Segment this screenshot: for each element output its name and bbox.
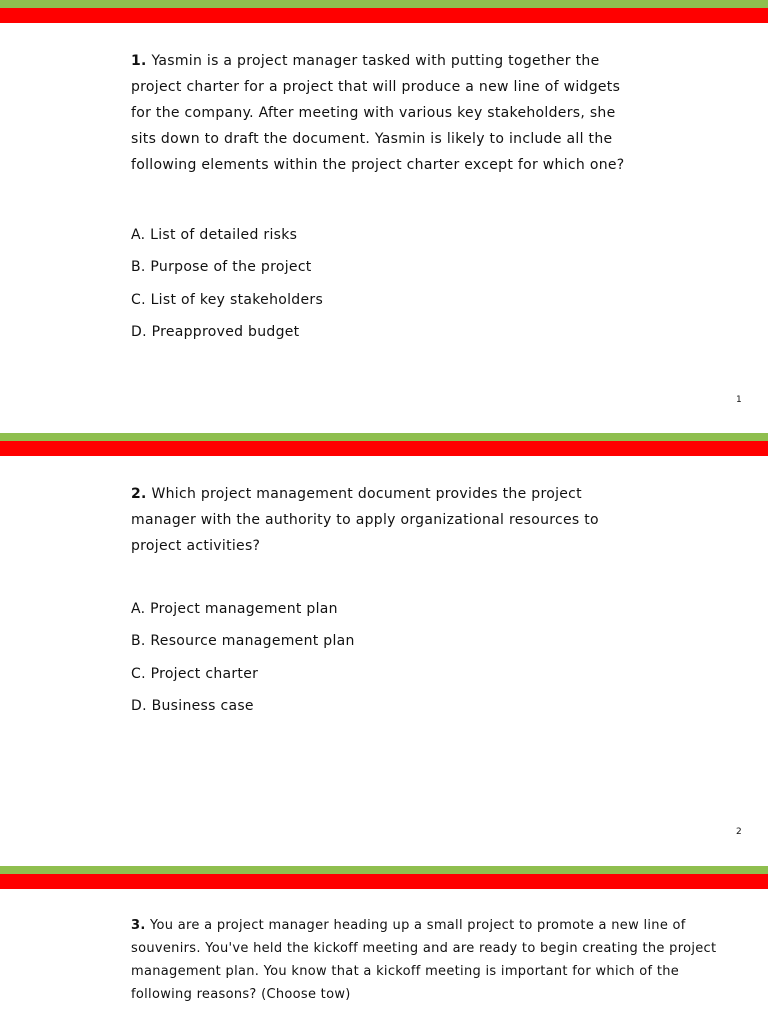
question-body: Which project management document provides the project manager with the authority to apply organizational resources to project activities?	[131, 486, 599, 554]
option-c: C. Project charter	[131, 665, 259, 682]
question-number: 1.	[131, 53, 147, 69]
question-1-text	[131, 48, 631, 178]
document-page-2	[0, 433, 768, 866]
option-a: A. List of detailed risks	[131, 227, 298, 243]
answer-options	[131, 599, 355, 728]
question-2-text	[131, 481, 631, 559]
header-red-band	[0, 441, 768, 456]
answer-options	[131, 225, 323, 354]
question-3-text	[131, 914, 731, 1006]
option-d: D. Preapproved budget	[131, 323, 300, 340]
question-number: 2.	[131, 486, 147, 502]
option-c: C. List of key stakeholders	[131, 291, 324, 308]
header-red-band	[0, 874, 768, 889]
option-d: D. Business case	[131, 697, 254, 714]
question-number: 3.	[131, 918, 146, 933]
page-number: 1	[736, 395, 742, 405]
option-b: B. Purpose of the project	[131, 259, 312, 276]
document-page-3	[0, 866, 768, 1024]
header-red-band	[0, 8, 768, 23]
option-b: B. Resource management plan	[131, 633, 355, 650]
header-green-band	[0, 866, 768, 874]
page-number: 2	[736, 827, 742, 837]
document-page-1	[0, 0, 768, 433]
question-body: You are a project manager heading up a small project to promote a new line of souvenirs. You've held the kickoff meeting and are ready to begin creating the project management plan. You know that a kickoff meeting is important for which of the following reasons? (Choose tow)	[131, 918, 717, 1002]
question-body: Yasmin is a project manager tasked with putting together the project charter for a project that will produce a new line of widgets for the company. After meeting with various key stakeholders, she sits down to draft the document. Yasmin is likely to include all the following elements within the project charter except for which one?	[131, 53, 625, 173]
option-a: A. Project management plan	[131, 601, 338, 617]
header-green-band	[0, 433, 768, 441]
header-green-band	[0, 0, 768, 8]
